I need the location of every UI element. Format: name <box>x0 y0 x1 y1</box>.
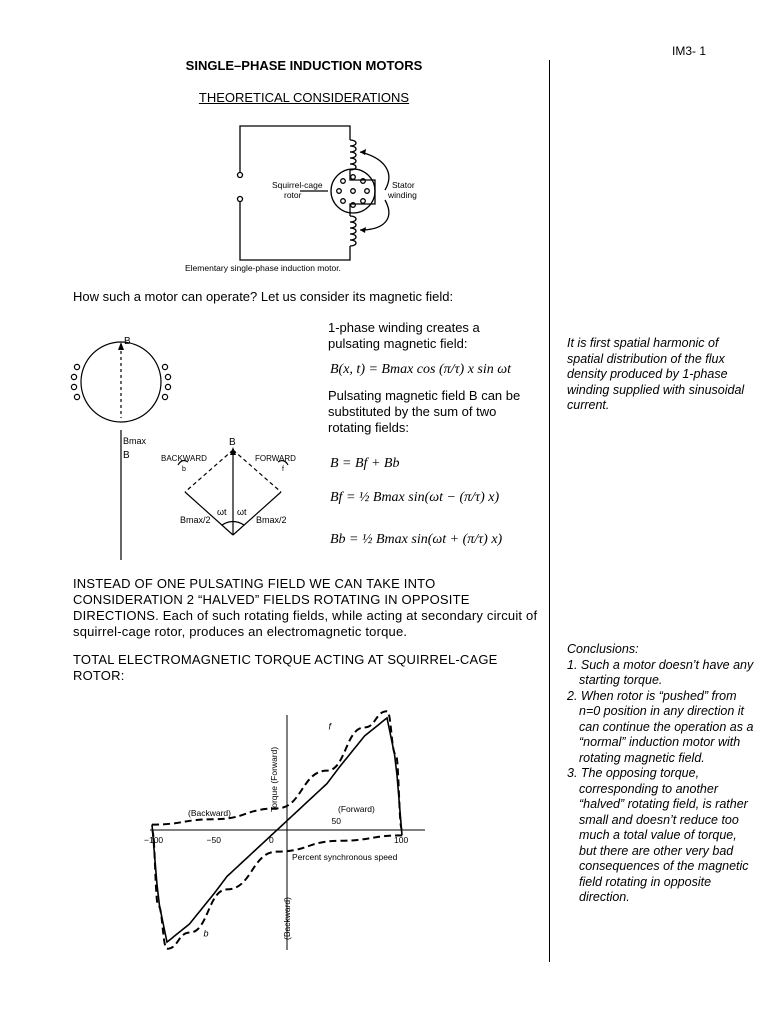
stator-label: Stator <box>392 180 415 190</box>
y-axis-label-bottom: (Backward) <box>282 897 292 940</box>
equation-sum-fields: B = Bf + Bb <box>330 456 400 471</box>
equation-forward-field: Bf = ½ Bmax sin(ωt − (π/τ) x) <box>330 490 500 505</box>
bmax-label: Bmax <box>123 436 147 446</box>
b-phasor-label: B <box>229 437 236 448</box>
forward-label: FORWARD <box>255 454 296 463</box>
series-label-f: f <box>328 721 332 732</box>
paragraph-halved-fields-rest: Each of such rotating fields, while acting at secondary circuit of squirrel-cage rotor, produces an electromagnetic torque. <box>73 608 538 639</box>
x-tick-label: 100 <box>394 835 409 845</box>
paragraph-halved-fields-caps: INSTEAD OF ONE PULSATING FIELD WE CAN TAKE INTO CONSIDERATION 2 “HALVED” FIELDS ROTATING IN OPPOSITE DIRECTIONS. <box>73 576 470 623</box>
stator-label-2: winding <box>388 190 417 200</box>
backward-label: BACKWARD <box>161 454 207 463</box>
y-axis-label-top: Torque (Forward) <box>269 746 279 812</box>
field-diagram <box>60 330 310 560</box>
conclusion-item: 2. When rotor is “pushed” from n=0 position in any direction it can continue the operation as a “normal” induction motor with rotating magnetic field. <box>567 688 754 765</box>
f-small-label: f <box>282 466 284 473</box>
omega-t-left: ωt <box>217 507 227 517</box>
b-label-2: B <box>123 450 130 461</box>
bmax-half-right: Bmax/2 <box>256 515 287 525</box>
field-paragraph-2: Pulsating magnetic field B can be substituted by the sum of two rotating fields: <box>328 388 521 435</box>
paragraph-halved-fields <box>73 576 543 640</box>
intro-text: How such a motor can operate? Let us consider its magnetic field: <box>73 289 454 304</box>
side-note-harmonic: It is first spatial harmonic of spatial distribution of the flux density produced by 1-phase winding supplied with sinusoidal current. <box>567 336 745 412</box>
b-small-label: b <box>182 466 186 473</box>
figure-caption: Elementary single-phase induction motor. <box>185 263 341 273</box>
torque-speed-chart <box>140 700 440 955</box>
page-title: SINGLE–PHASE INDUCTION MOTORS <box>185 58 423 73</box>
conclusion-item: 3. The opposing torque, corresponding to another “halved” rotating field, is rather small and doesn’t reduce too much a total value of torque, but there are other very bad consequences of the magnetic field rotating in opposite direction. <box>567 766 749 904</box>
forward-region-label: (Forward) <box>338 804 375 814</box>
bmax-half-left: Bmax/2 <box>180 515 211 525</box>
rotor-label: Squirrel-cage <box>272 180 323 190</box>
rotor-label-2: rotor <box>284 190 302 200</box>
page-number: IM3- 1 <box>672 44 707 58</box>
paragraph-total-torque: TOTAL ELECTROMAGNETIC TORQUE ACTING AT SQUIRREL-CAGE ROTOR: <box>73 652 498 683</box>
series-line-b <box>152 830 402 949</box>
field-paragraph-1: 1-phase winding creates a pulsating magnetic field: <box>328 320 480 351</box>
x-tick-label: −50 <box>206 835 221 845</box>
conclusions-heading: Conclusions: <box>567 642 639 656</box>
equation-pulsating-field: B(x, t) = Bmax cos (π/τ) x sin ωt <box>330 362 512 377</box>
column-divider <box>549 60 550 962</box>
x-axis-label: Percent synchronous speed <box>292 852 398 862</box>
b-label: B <box>124 336 131 347</box>
equation-backward-field: Bb = ½ Bmax sin(ωt + (π/τ) x) <box>330 532 503 547</box>
series-label-b: b <box>203 928 209 939</box>
omega-t-right: ωt <box>237 507 247 517</box>
x-tick-label: 0 <box>269 835 274 845</box>
x-tick-label: 50 <box>331 816 341 826</box>
page-subtitle: THEORETICAL CONSIDERATIONS <box>198 90 410 105</box>
backward-region-label: (Backward) <box>188 808 231 818</box>
motor-diagram <box>180 118 430 278</box>
conclusion-item: 1. Such a motor doesn’t have any starting torque. <box>567 657 754 687</box>
conclusions-list <box>567 658 757 906</box>
conclusions <box>567 642 757 906</box>
x-tick-label: −100 <box>144 835 164 845</box>
